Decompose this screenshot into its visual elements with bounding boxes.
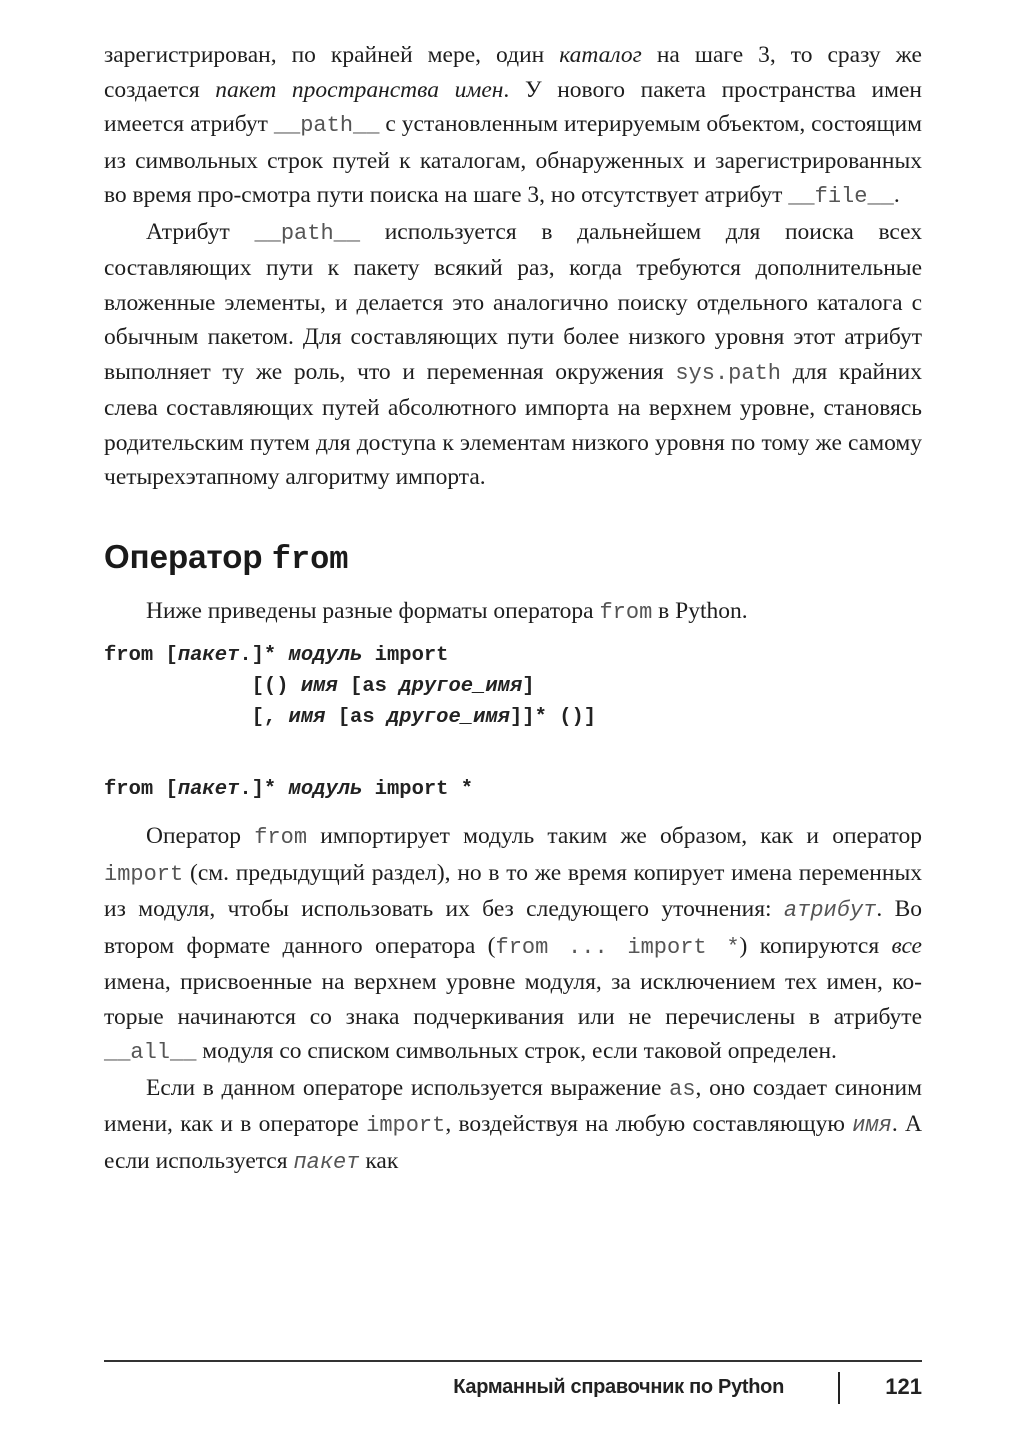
heading-code: from [271, 540, 349, 578]
page-number: 121 [885, 1374, 922, 1399]
text: как [359, 1147, 399, 1174]
inline-code-italic: имя [852, 1113, 892, 1138]
inline-code-italic: атрибут [783, 898, 877, 923]
inline-code: __file__ [788, 184, 894, 209]
text: зарегистрирован, по крайней мере, один [104, 42, 560, 68]
text: . У нового пакета пространства имен имеется атрибут [104, 76, 922, 137]
text: Оператор [146, 823, 255, 849]
text: импортирует модуль таким же образом, как и оператор [307, 823, 922, 849]
footer-separator [838, 1372, 840, 1404]
code-placeholder: пакет [177, 644, 240, 667]
code-block-format-2 [104, 774, 922, 805]
code-text: [() [104, 675, 301, 698]
text: для крайних слева составляющих путей абсолютного импорта на верхнем уровне, становясь родительским путем для доступа к элементам низкого уровня по тому же самому четырехэтапному алгоритму импорта. [104, 358, 922, 490]
code-text: .]* [239, 644, 289, 667]
code-text: [as [337, 675, 400, 698]
code-text: import * [362, 778, 474, 801]
inline-code: from [254, 825, 308, 850]
spacer [104, 733, 922, 764]
italic-term: каталог [559, 42, 642, 68]
footer-rule [104, 1360, 922, 1362]
inline-code: sys.path [675, 360, 781, 386]
paragraph-namespace-package [104, 38, 922, 215]
text: модуля со списком символьных строк, если таковой определен. [196, 1038, 837, 1064]
code-text: ] [522, 675, 535, 698]
code-text: from [ [104, 644, 178, 667]
text: Если в данном операторе используется выражение [146, 1074, 670, 1101]
code-block-format-1 [104, 640, 922, 733]
inline-code: import [104, 861, 184, 887]
italic-term: все [891, 932, 922, 959]
inline-code: __path__ [273, 113, 380, 138]
text: . [893, 182, 900, 208]
paragraph-formats-intro [104, 594, 922, 631]
text: Ниже приведены разные форматы оператора [146, 597, 600, 624]
footer-book-title: Карманный справочник по Python [453, 1376, 784, 1398]
code-placeholder: пакет [177, 778, 240, 801]
section-heading [104, 537, 922, 580]
code-placeholder: модуль [288, 644, 363, 667]
text: Атрибут [146, 218, 255, 245]
heading-text: Оператор [104, 537, 272, 575]
inline-code-italic: пакет [293, 1149, 360, 1175]
inline-code: from [599, 599, 653, 625]
text: имена, присвоенные на верхнем уровне модуля, за исключением тех имен, которые начинаются со знака подчеркивания или не перечислены в атрибуте [104, 969, 922, 1030]
text: используется в дальнейшем для поиска всех составляющих пути к пакету всякий раз, когда требуются дополнительные вложенные элементы, и делается это аналогично поиску отдельного каталога с обычным пакетом. Для составляющих пути более низкого уровня этот атрибут выполняет ту же роль, что и переменная окружения [104, 218, 922, 385]
code-text: import [362, 644, 449, 667]
page-footer [104, 1372, 922, 1406]
paragraph-as-clause [104, 1071, 922, 1181]
spacer [104, 805, 922, 819]
text: , оно создает синоним имени, как и в операторе [104, 1074, 923, 1137]
page-body [104, 38, 922, 1180]
code-placeholder: имя [288, 706, 326, 729]
paragraph-from-description [104, 819, 922, 1071]
text: на шаге 3, то сразу же создается [104, 42, 922, 103]
code-text: [as [325, 706, 387, 729]
inline-code: __all__ [104, 1040, 197, 1065]
code-text: .]* [239, 778, 289, 801]
text: . Во втором формате данного оператора ( [104, 896, 922, 959]
code-text: from [ [104, 778, 178, 801]
text: с установленным итерируемым объектом, состоящим из символьных строк путей к каталогам, обнаруженных и зарегистрированных во время про-смотра пути поиска на шаге 3, но отсутствует атрибут [104, 111, 922, 208]
inline-code: import [366, 1113, 446, 1138]
inline-code: __path__ [254, 220, 361, 246]
code-text: ]]* ()] [509, 706, 597, 729]
inline-code: from ... import * [495, 934, 740, 960]
paragraph-path-attribute [104, 215, 922, 495]
code-placeholder: модуль [288, 778, 363, 801]
code-text: [, [104, 706, 289, 729]
code-placeholder: имя [300, 675, 338, 698]
text: , воздействуя на любую составляющую [445, 1111, 853, 1137]
text: (см. предыдущий раздел), но в то же время копирует имена переменных из модуля, чтобы использовать их без следующего уточнения: [104, 859, 922, 922]
code-placeholder: другое_имя [386, 706, 510, 729]
text: в Python. [652, 597, 748, 624]
code-placeholder: другое_имя [399, 675, 523, 698]
text: . А если используется [104, 1111, 922, 1174]
text: ) копируются [739, 932, 892, 959]
inline-code: as [669, 1076, 696, 1102]
italic-term: пакет пространства имен [215, 76, 504, 103]
